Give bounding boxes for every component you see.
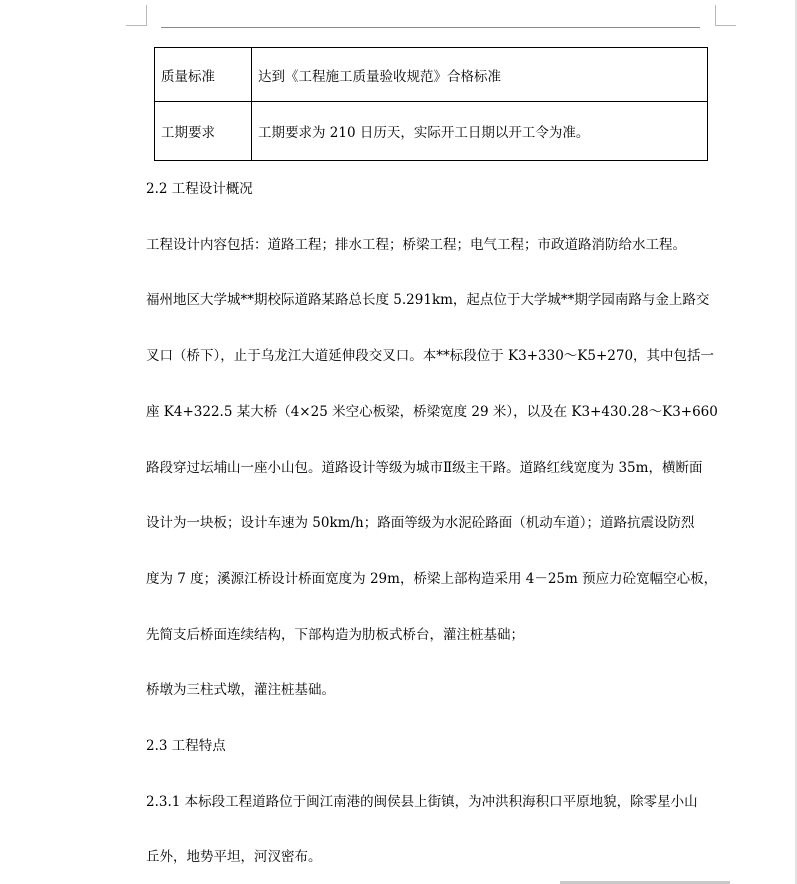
paragraph-line: 设计为一块板；设计车速为 50km/h；路面等级为水泥砼路面（机动车道）；道路抗震设防烈 bbox=[146, 515, 695, 531]
paragraph-line: 2.3.1 本标段工程道路位于闽江南港的闽侯县上街镇，为冲洪积海积口平原地貌，除零星小山 bbox=[146, 794, 698, 810]
paragraph-line: 叉口（桥下），止于乌龙江大道延伸段交叉口。本**标段位于 K3+330～K5+270，其中包括一 bbox=[146, 348, 715, 364]
section-heading-2-3: 2.3 工程特点 bbox=[146, 738, 226, 754]
paragraph-line: 路段穿过坛埔山一座小山包。道路设计等级为城市Ⅱ级主干路。道路红线宽度为 35m，横断面 bbox=[146, 460, 703, 476]
table-value-cell: 工期要求为 210 日历天，实际开工日期以开工令为准。 bbox=[252, 102, 708, 161]
table-row bbox=[155, 102, 708, 161]
paragraph-design-content: 工程设计内容包括：道路工程；排水工程；桥梁工程；电气工程；市政道路消防给水工程。 bbox=[146, 237, 686, 253]
paragraph-line: 丘外，地势平坦，河汊密布。 bbox=[146, 849, 322, 865]
table-key-cell: 质量标准 bbox=[155, 48, 252, 102]
table-key-cell: 工期要求 bbox=[155, 102, 252, 161]
section-heading-2-2: 2.2 工程设计概况 bbox=[146, 181, 253, 197]
paragraph-line: 座 K4+322.5 某大桥（4×25 米空心板梁，桥梁宽度 29 米），以及在 K3+430.28～K3+660 bbox=[146, 404, 718, 420]
project-info-table bbox=[154, 47, 708, 161]
header-rule bbox=[161, 27, 700, 28]
paragraph-line: 先简支后桥面连续结构，下部构造为肋板式桥台，灌注桩基础； bbox=[146, 627, 524, 643]
paragraph-line: 度为 7 度；溪源江桥设计桥面宽度为 29m，桥梁上部构造采用 4－25m 预应力砼宽幅空心板， bbox=[146, 571, 718, 587]
table-value-cell: 达到《工程施工质量验收规范》合格标准 bbox=[252, 48, 708, 102]
table-row bbox=[155, 48, 708, 102]
paragraph-line: 福州地区大学城**期校际道路某路总长度 5.291km，起点位于大学城**期学园南路与金上路交 bbox=[146, 292, 710, 308]
paragraph-pier: 桥墩为三柱式墩，灌注桩基础。 bbox=[146, 682, 335, 698]
